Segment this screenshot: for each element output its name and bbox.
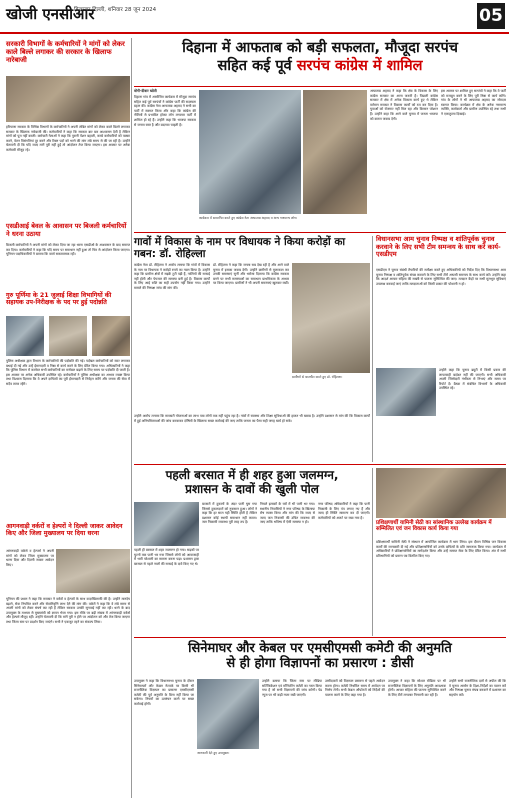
mid2-headline (134, 468, 370, 496)
left2-headline: एसडीआई बेवल के आवासन पर बिजली कर्मचारियों ने धरना उठाया (6, 222, 127, 238)
top-photo-1 (199, 90, 301, 214)
left4-body-cont: यूनियन की प्रधान ने कहा कि सरकार ने वर्करों व हेल्परों के साथ वादाखिलाफी की है। उन्होंने मानदेय बढ़ाने, सेवा नियमित करने और सेवानिवृत्ति लाभ देने की मांग की। वर्करों ने कहा कि वे लंबे समय से अपनी मांगों को लेकर संघर्ष कर रही हैं लेकिन सरकार उनकी सुनवाई नहीं कर रही। धरने के बाद उपायुक्त के माध्यम से मुख्यमंत्री को ज्ञापन भेजा गया। इस मौके पर बड़ी संख्या में आंगनवाड़ी वर्कर्स और हेल्पर्स मौजूद रहीं। उन्होंने चेतावनी दी कि मांगें पूरी न होने पर आंदोलन को और तेज किया जाएगा तथा जिला स्तर पर प्रदर्शन किए जाएंगे। सभी ने एकजुट रहने का संकल्प लिया। (6, 597, 130, 624)
mid2-headline-line1: पहली बरसात में ही शहर हुआ जलमग्न, (165, 468, 339, 482)
right1-body-cont: उन्होंने कहा कि चुनाव ड्यूटी में किसी प्रकार की लापरवाही बर्दाश्त नहीं की जाएगी। सभी अधिकारी अपनी जिम्मेदारी गंभीरता से निभाएं और समय पर रिपोर्ट दें। बैठक में संबंधित विभागों के अधिकारी उपस्थित रहे। (439, 368, 506, 391)
bottom-body-col2: उन्होंने बताया कि जिला स्तर पर मीडिया सर्टिफिकेशन एवं मॉनिटरिंग कमेटी का गठन किया गया है जो सभी विज्ञापनों की जांच करेगी। पेड न्यूज पर भी कड़ी नजर रखी जाएगी। (262, 679, 322, 697)
page-number: 05 (477, 3, 505, 29)
bottom-photo-caption: जानकारी देते हुए उपायुक्त। (197, 751, 230, 755)
bottom-photo (197, 679, 259, 749)
left1-photo (6, 76, 130, 122)
mid-rule-1 (134, 232, 506, 233)
bottom-rule (134, 637, 506, 638)
bottom-headline-line1: सिनेमाघर और केबल पर एमसीएमसी कमेटी की अनुमति (188, 641, 452, 656)
mid-rule-2 (134, 464, 506, 465)
column-divider-right-2 (372, 468, 373, 636)
mid2-headline-line2: प्रशासन के दावों की खुली पोल (185, 482, 319, 497)
bottom-body-col1: उपायुक्त ने कहा कि विधानसभा चुनाव के दौरान सिनेमाघरों और केबल नेटवर्क पर किसी भी राजनीतिक विज्ञापन का प्रसारण एमसीएमसी कमेटी की पूर्व अनुमति के बिना नहीं किया जा सकेगा। नियमों का उल्लंघन करने पर सख्त कार्रवाई होगी। (134, 679, 194, 706)
column-divider-left (131, 38, 132, 798)
top-story-body-col2: आफताब अहमद ने कहा कि क्षेत्र के विकास के लिए कांग्रेस सरकार का आना जरूरी है। पिछली कांग्रेस सरकार में क्षेत्र में अनेक विकास कार्य हुए थे लेकिन वर्तमान सरकार ने विकास कार्यों को ठप कर दिया है। युवाओं को रोजगार नहीं मिल रहा और किसान परेशान हैं। उन्होंने कहा कि आने वाले चुनाव में जनता भाजपा को करारा जवाब देगी। (370, 89, 438, 121)
mid2-body-col1: पहली ही बरसात में शहर जलमग्न हो गया। सड़कों पर घुटनों तक पानी भर गया जिससे लोगों को आवाजाही में भारी परेशानी का सामना करना पड़ा। प्रशासन द्वारा बरसात से पहले नालों की सफाई के दावे किए गए थे। (134, 548, 199, 566)
top-story-body-col3: इस अवसर पर शामिल हुए सरपंचों ने कहा कि वे पार्टी को मजबूत करने के लिए पूरी निष्ठा से कार्य करेंगे। गांव के लोगों ने भी आफताब अहमद का जोरदार स्वागत किया। कार्यक्रम में क्षेत्र के अनेक गणमान्य व्यक्ति, कार्यकर्ता और ग्रामीण उपस्थित रहे तथा सभी ने एकजुटता दिखाई। (441, 89, 506, 116)
right2-photo (376, 468, 506, 518)
mid2-body-col3: निचले इलाकों के घरों में भी पानी भर गया। स्थानीय निवासियों ने नगर परिषद के खिलाफ रोष व्यक्त किया और मांग की कि जल्द से जल्द जल निकासी की उचित व्यवस्था की जाए ताकि भविष्य में ऐसी समस्या न हो। (260, 502, 315, 525)
bottom-body-col3: उम्मीदवारों को विज्ञापन प्रसारण से पहले आवेदन करना होगा। कमेटी निर्धारित समय में आवेदन पर निर्णय लेगी। सभी केबल ऑपरेटरों को निर्देशों की पालना करने के लिए कहा गया है। (325, 679, 385, 697)
top-headline-line2-black: सहित कई पूर्व (217, 58, 292, 75)
column-divider-right (372, 236, 373, 462)
mid1-photo-caption: ग्रामीणों से बातचीत करते हुए डॉ. रोहिल्ला। (292, 375, 343, 379)
right1-photo (376, 368, 436, 416)
left3-photo-3 (92, 316, 130, 356)
left3-photo-2 (49, 316, 87, 356)
mid1-body-col2: डॉ. रोहिल्ला ने कहा कि जनता सब देख रही है और आने वाले चुनाव में इसका जवाब देगी। उन्होंने ग्रामीणों से मुलाकात कर उनकी समस्याएं सुनीं और भरोसा दिलाया कि कांग्रेस सरकार बनने पर सभी समस्याओं का समाधान प्राथमिकता के आधार पर किया जाएगा। ग्रामीणों ने भी अपनी समस्याएं खुलकर रखीं। (213, 263, 289, 286)
bottom-headline (134, 641, 506, 672)
left4-body: आंगनवाड़ी वर्कर्स व हेल्पर्स ने अपनी मांगों को लेकर जिला मुख्यालय पर धरना दिया और दिल्ली जाकर आवेदन किए। (6, 549, 54, 567)
right2-headline: प्रशिक्षणार्थी यामिनी सेठी का सांस्थानिक उल्लेख कार्यक्रम में सम्मिलित एवं जन विकास कार्य किया गया (376, 520, 492, 533)
left3-body: पुलिस अधीक्षक द्वारा विभाग के कर्मचारियों की पदोन्नति की गई। पदोन्नत कर्मचारियों को स्टार लगाकर बधाई दी गई और उन्हें ईमानदारी व निष्ठा से कार्य करने के लिए प्रेरित किया गया। अधिकारियों ने कहा कि पुलिस विभाग में कार्यरत सभी कर्मचारियों का मनोबल बढ़ाने के लिए समय पर पदोन्नति दी जाती है। इस अवसर पर अनेक अधिकारी उपस्थित रहे। कर्मचारियों ने पुलिस अधीक्षक का आभार व्यक्त किया तथा विश्वास दिलाया कि वे अपने दायित्वों का पूरी ईमानदारी से निर्वहन करेंगे और जनता की सेवा में सदैव तत्पर रहेंगे। (6, 359, 130, 386)
mid2-body-col4: नगर परिषद अधिकारियों ने कहा कि पानी निकासी के लिए पंप लगाए गए हैं और जल्द ही स्थिति सामान्य कर दी जाएगी। कर्मचारियों को अलर्ट पर रखा गया है। (318, 502, 370, 520)
mid1-body-col3: उन्होंने आरोप लगाया कि सरकारी योजनाओं का लाभ पात्र लोगों तक नहीं पहुंच रहा है। गांवों में स्वास्थ्य और शिक्षा सुविधाओं की हालत भी खराब है। उन्होंने प्रशासन से मांग की कि विकास कार्यों में हुई अनियमितताओं की जांच करवाकर दोषियों के खिलाफ सख्त कार्रवाई की जाए ताकि जनता का पैसा सही जगह खर्च हो सके। (134, 414, 370, 423)
top-headline-line1: दिहाना में आफताब को बड़ी सफलता, मौजूदा सरपंच (182, 40, 458, 56)
top-headline-line2-red: सरपंच कांग्रेस में शामिल (296, 58, 423, 75)
left4-photo (56, 549, 130, 593)
left1-body: हरियाणा सरकार के विभिन्न विभागों के कर्मचारियों ने अपनी लंबित मांगों को लेकर काले बिल्ले लगाकर सरकार के खिलाफ नारेबाजी की। कर्मचारियों ने कहा कि सरकार बार बार आश्वासन देती है लेकिन मांगों को पूरा नहीं करती। कर्मचारी नेताओं ने कहा कि पुरानी पेंशन बहाली, कच्चे कर्मचारियों को पक्का करने, वेतन विसंगतियां दूर करने और रिक्त पदों को भरने की मांग लंबे समय से की जा रही है। उन्होंने चेतावनी दी कि यदि जल्द मांगें पूरी नहीं हुईं तो आंदोलन तेज किया जाएगा। इस अवसर पर अनेक कर्मचारी मौजूद रहे। (6, 125, 130, 152)
left4-headline: आगनवाड़ी वर्करों व हेल्परों ने दिल्ली जाकर आवेदन किए और जिला मुख्यालय पर दिया धरना (6, 523, 123, 538)
mid1-body-col1: कांग्रेस नेता डॉ. रोहिल्ला ने आरोप लगाया कि गांवों में विकास के नाम पर विधायक ने करोड़ों रुपये का गबन किया है। उन्होंने कहा कि ग्रामीण क्षेत्रों में सड़कें टूटी पड़ी हैं, नालियों की सफाई नहीं होती और पेयजल की समस्या बनी हुई है। विकास कार्यों के लिए आई राशि का सही उपयोग नहीं किया गया। उन्होंने मामले की निष्पक्ष जांच की मांग की। (134, 263, 210, 290)
date-line: गिरफ्तार दिल्ली, शनिवार 28 जून 2024 (74, 7, 157, 13)
right2-body: प्रशिक्षणार्थी यामिनी सेठी ने संस्थान में आयोजित कार्यक्रम में भाग लिया। इस दौरान विभिन्न जन विकास कार्यों की जानकारी दी गई और प्रशिक्षणार्थियों को उनके दायित्वों के प्रति जागरूक किया गया। कार्यक्रम में अधिकारियों ने प्रशिक्षणार्थियों का मार्गदर्शन किया और उन्हें समाज सेवा के लिए प्रेरित किया। अंत में सभी प्रतिभागियों को प्रमाण पत्र वितरित किए गए। (376, 540, 506, 558)
bottom-body-col4: उपायुक्त ने कहा कि सोशल मीडिया पर भी राजनीतिक विज्ञापनों के लिए अनुमति आवश्यक होगी। आचार संहिता की पालना सुनिश्चित करने के लिए टीमें लगातार निगरानी कर रही हैं। (388, 679, 446, 697)
left1-headline: सरकारी विभागों के कर्मचारियों ने मांगों को लेकर काले बिल्ले लगाकर की सरकार के खिलाफ नारेबाजी (6, 40, 125, 65)
top-story-body-col1: दिहाना गांव में आयोजित कार्यक्रम में मौजूदा सरपंच सहित कई पूर्व सरपंचों ने कांग्रेस पार्टी की सदस्यता ग्रहण की। कांग्रेस नेता आफताब अहमद ने सभी का पार्टी में स्वागत किया और कहा कि कांग्रेस की नीतियों से प्रभावित होकर लोग लगातार पार्टी में शामिल हो रहे हैं। उन्होंने कहा कि भाजपा सरकार से जनता त्रस्त है और बदलाव चाहती है। (134, 95, 196, 127)
mid2-body-col2: बाजारों में दुकानों के अंदर पानी घुस गया जिससे दुकानदारों को नुकसान हुआ। लोगों ने कहा कि हर साल यही स्थिति होती है लेकिन प्रशासन कोई स्थायी समाधान नहीं करता। जल निकासी व्यवस्था पूरी तरह ठप है। (202, 502, 257, 525)
mid1-headline: गावों में विकास के नाम पर विधायक ने किया करोड़ों का गबन: डॉ. रोहिल्ला (134, 236, 346, 261)
bottom-body-col5: उन्होंने सभी राजनीतिक दलों से अपील की कि वे चुनाव आयोग के दिशा-निर्देशों का पालन करें और निष्पक्ष चुनाव संपन्न करवाने में प्रशासन का सहयोग करें। (449, 679, 506, 697)
top-headline (134, 40, 506, 75)
top-photo-caption: कार्यक्रम में सम्मानित करते हुए कांग्रेस नेता आफताब अहमद व अन्य गणमान्य लोग। (199, 216, 298, 220)
right1-headline: विधानसभा आम चुनाव निष्पक्ष व शांतिपूर्वक चुनाव करवाने के लिए सभी टीम समन्वय के साथ करें कार्य-एसडीएम (376, 235, 501, 259)
masthead (0, 0, 509, 34)
bottom-headline-line2: से ही होगा विज्ञापनों का प्रसारण : डीसी (226, 656, 414, 672)
left3-headline: गुरु पूर्णिमा के 21 जुलाई शिक्षा विभागियों की सहायक उप-निरीक्षक के पद पर हुई पदोन्नति (6, 292, 112, 307)
top-story-byline: वोगी-दीवार खोती (134, 89, 157, 93)
top-headline-rule (134, 86, 506, 87)
top-photo-2 (303, 90, 367, 214)
right1-body: एसडीएम ने चुनाव संबंधी तैयारियों की समीक्षा करते हुए अधिकारियों को निर्देश दिए कि विधानसभा आम चुनाव निष्पक्ष व शांतिपूर्वक संपन्न करवाने के लिए सभी टीमें आपसी समन्वय के साथ कार्य करें। उन्होंने कहा कि आदर्श आचार संहिता की सख्ती से पालना सुनिश्चित की जाए। मतदान केंद्रों पर सभी मूलभूत सुविधाएं उपलब्ध करवाई जाएं ताकि मतदाताओं को किसी प्रकार की परेशानी न हो। (376, 268, 506, 286)
left3-photo-1 (6, 316, 44, 356)
left2-body: बिजली कर्मचारियों ने अपनी मांगों को लेकर दिया जा रहा धरना एसडीओ के आश्वासन के बाद समाप्त कर दिया। कर्मचारियों ने कहा कि यदि समय पर समाधान नहीं हुआ तो फिर से आंदोलन किया जाएगा। यूनियन पदाधिकारियों ने बताया कि वार्ता सकारात्मक रही। (6, 243, 130, 257)
mid2-photo (134, 502, 199, 546)
mid1-photo (292, 263, 370, 373)
newspaper-name: खोजी एनसीआर (6, 5, 95, 23)
